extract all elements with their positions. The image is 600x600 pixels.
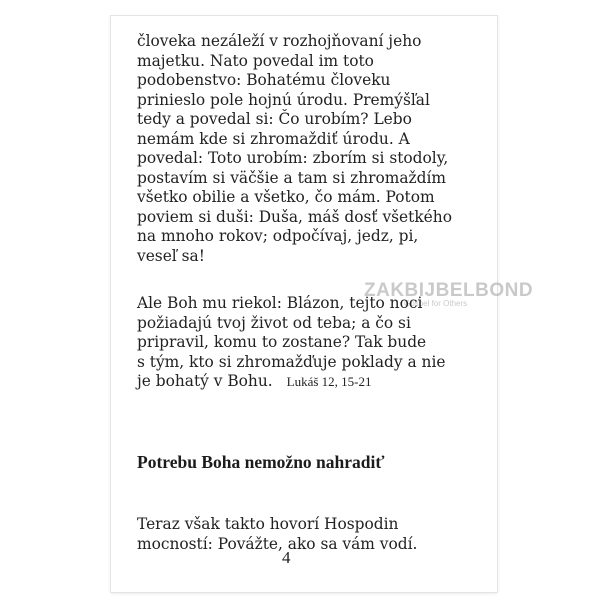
text-line: podobenstvo: Bohatému človeku (137, 71, 391, 89)
text-line: tedy a povedal si: Čo urobím? Lebo (137, 110, 412, 128)
text-line: všetko obilie a všetko, čo mám. Potom (137, 188, 435, 206)
text-line-with-reference (137, 372, 467, 392)
text-line: s tým, kto si zhromažďuje poklady a nie (137, 352, 446, 371)
text-line: majetku. Nato povedal im toto (137, 51, 374, 70)
section-heading: Potrebu Boha nemožno nahradiť (137, 452, 385, 472)
text-line: na mnoho rokov; odpočívaj, jedz, pi, (137, 227, 419, 245)
text-line: prinieslo pole hojnú úrodu. Premýšľal (137, 90, 430, 109)
watermark-brand: ZAKBIJBELBOND (364, 280, 534, 301)
paragraph-1 (137, 32, 467, 266)
text-line: postavím si väčšie a tam si zhromaždím (137, 168, 447, 187)
page-number: 4 (282, 548, 291, 567)
text-line: povedal: Toto urobím: zborím si stodoly, (137, 149, 449, 167)
text-line: nemám kde si zhromaždiť úrodu. A (137, 129, 410, 148)
text-line: veseľ sa! (137, 246, 205, 265)
text-line: je bohatý v Bohu. (137, 372, 273, 390)
text-line: mocností: Povážte, ako sa vám vodí. (137, 534, 418, 553)
text-line: Ale Boh mu riekol: Blázon, tejto noci (137, 294, 423, 312)
text-line: poviem si duši: Duša, máš dosť všetkého (137, 207, 452, 226)
paragraph-3 (137, 515, 467, 554)
text-line: požiadajú tvoj život od teba; a čo si (137, 313, 411, 332)
watermark-tagline: Gospel for Others (404, 299, 468, 308)
bible-reference: Lukáš 12, 15-21 (286, 374, 372, 389)
text-line: pripravil, komu to zostane? Tak bude (137, 333, 427, 351)
text-line: Teraz však takto hovorí Hospodin (137, 515, 399, 533)
paragraph-2 (137, 294, 467, 392)
text-line: človeka nezáleží v rozhojňovaní jeho (137, 32, 422, 50)
